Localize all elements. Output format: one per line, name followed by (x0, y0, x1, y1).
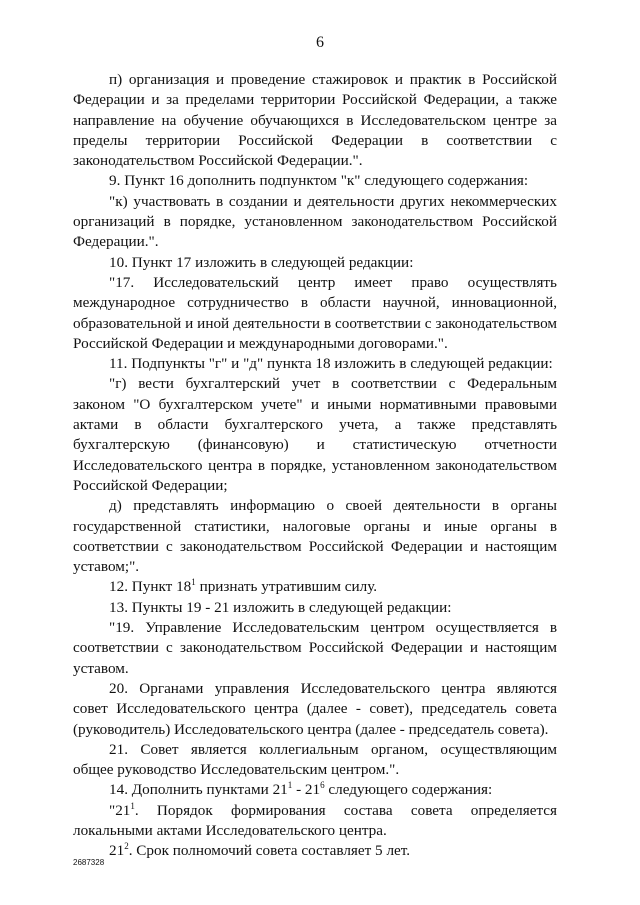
item-13: 13. Пункты 19 - 21 изложить в следующей редакции: (109, 598, 452, 616)
item-10: 10. Пункт 17 изложить в следующей редакции: (109, 253, 414, 271)
clause-21-1 (73, 801, 557, 842)
item-12-text: 12. Пункт 18 (109, 578, 192, 596)
document-body (73, 70, 557, 862)
item-14 (73, 780, 557, 800)
item-9: 9. Пункт 16 дополнить подпунктом "к" следующего содержания: (109, 172, 529, 190)
item-14-text-end: следующего содержания: (324, 781, 493, 799)
clause-21: 21. Совет является коллегиальным органом, осуществляющим общее руководство Исследовательским центром.". (73, 740, 557, 779)
item-14-text: 14. Дополнить пунктами 21 (109, 781, 288, 799)
subitem-p: п) организация и проведение стажировок и практик в Российской Федерации и за пределами территории Российской Федерации, а также направление на обучение обучающихся в Исследовательском центре за пределы территории Российской Федерации в соответствии с законодательством Российской Федерации.". (73, 71, 557, 170)
clause-21-2-num: 21 (109, 842, 125, 860)
item-14-text-mid: - 21 (292, 781, 321, 799)
item-14-sup1: 1 (287, 780, 293, 791)
clause-21-1-num: "21 (109, 801, 131, 819)
subitem-g: "г) вести бухгалтерский учет в соответствии с Федеральным законом "О бухгалтерском учете" и иными нормативными правовыми актами в области бухгалтерского учета, а также представлять бухгалтерскую (финансовую) и статистическую отчетности Исследовательского центра в порядке, установленном законодательством Российской Федерации; (73, 375, 557, 494)
item-12-text-end: признать утратившим силу. (195, 578, 378, 596)
clause-21-2 (73, 841, 557, 861)
item-12 (73, 577, 557, 597)
subitem-k: "к) участвовать в создании и деятельности других некоммерческих организаций в порядке, установленном законодательством Российской Федерации.". (73, 192, 557, 251)
clause-21-1-text: . Порядок формирования состава совета определяется локальными актами Исследовательского центра. (73, 801, 557, 839)
item-11: 11. Подпункты "г" и "д" пункта 18 изложить в следующей редакции: (109, 355, 553, 373)
clause-20: 20. Органами управления Исследовательского центра являются совет Исследовательского центра (далее - совет), председатель совета (руководитель) Исследовательского центра (далее - председатель совета). (73, 679, 557, 738)
clause-21-2-sup: 2 (124, 841, 129, 852)
clause-17: "17. Исследовательский центр имеет право осуществлять международное сотрудничество в области научной, инновационной, образовательной и иной деятельности в соответствии с законодательством Российской Федерации и международными договорами.". (73, 273, 557, 352)
clause-21-2-text: . Срок полномочий совета составляет 5 лет. (128, 842, 411, 860)
item-14-sup2: 6 (320, 780, 325, 791)
subitem-d: д) представлять информацию о своей деятельности в органы государственной статистики, налоговые органы и иные органы в соответствии с законодательством Российской Федерации и настоящим уставом;". (73, 497, 557, 576)
page-number: 6 (316, 34, 324, 51)
document-code: 2687328 (73, 858, 105, 867)
clause-19: "19. Управление Исследовательским центром осуществляется в соответствии с законодательством Российской Федерации и настоящим уставом. (73, 619, 557, 677)
clause-21-1-sup: 1 (130, 800, 135, 811)
item-12-sup: 1 (191, 577, 196, 588)
